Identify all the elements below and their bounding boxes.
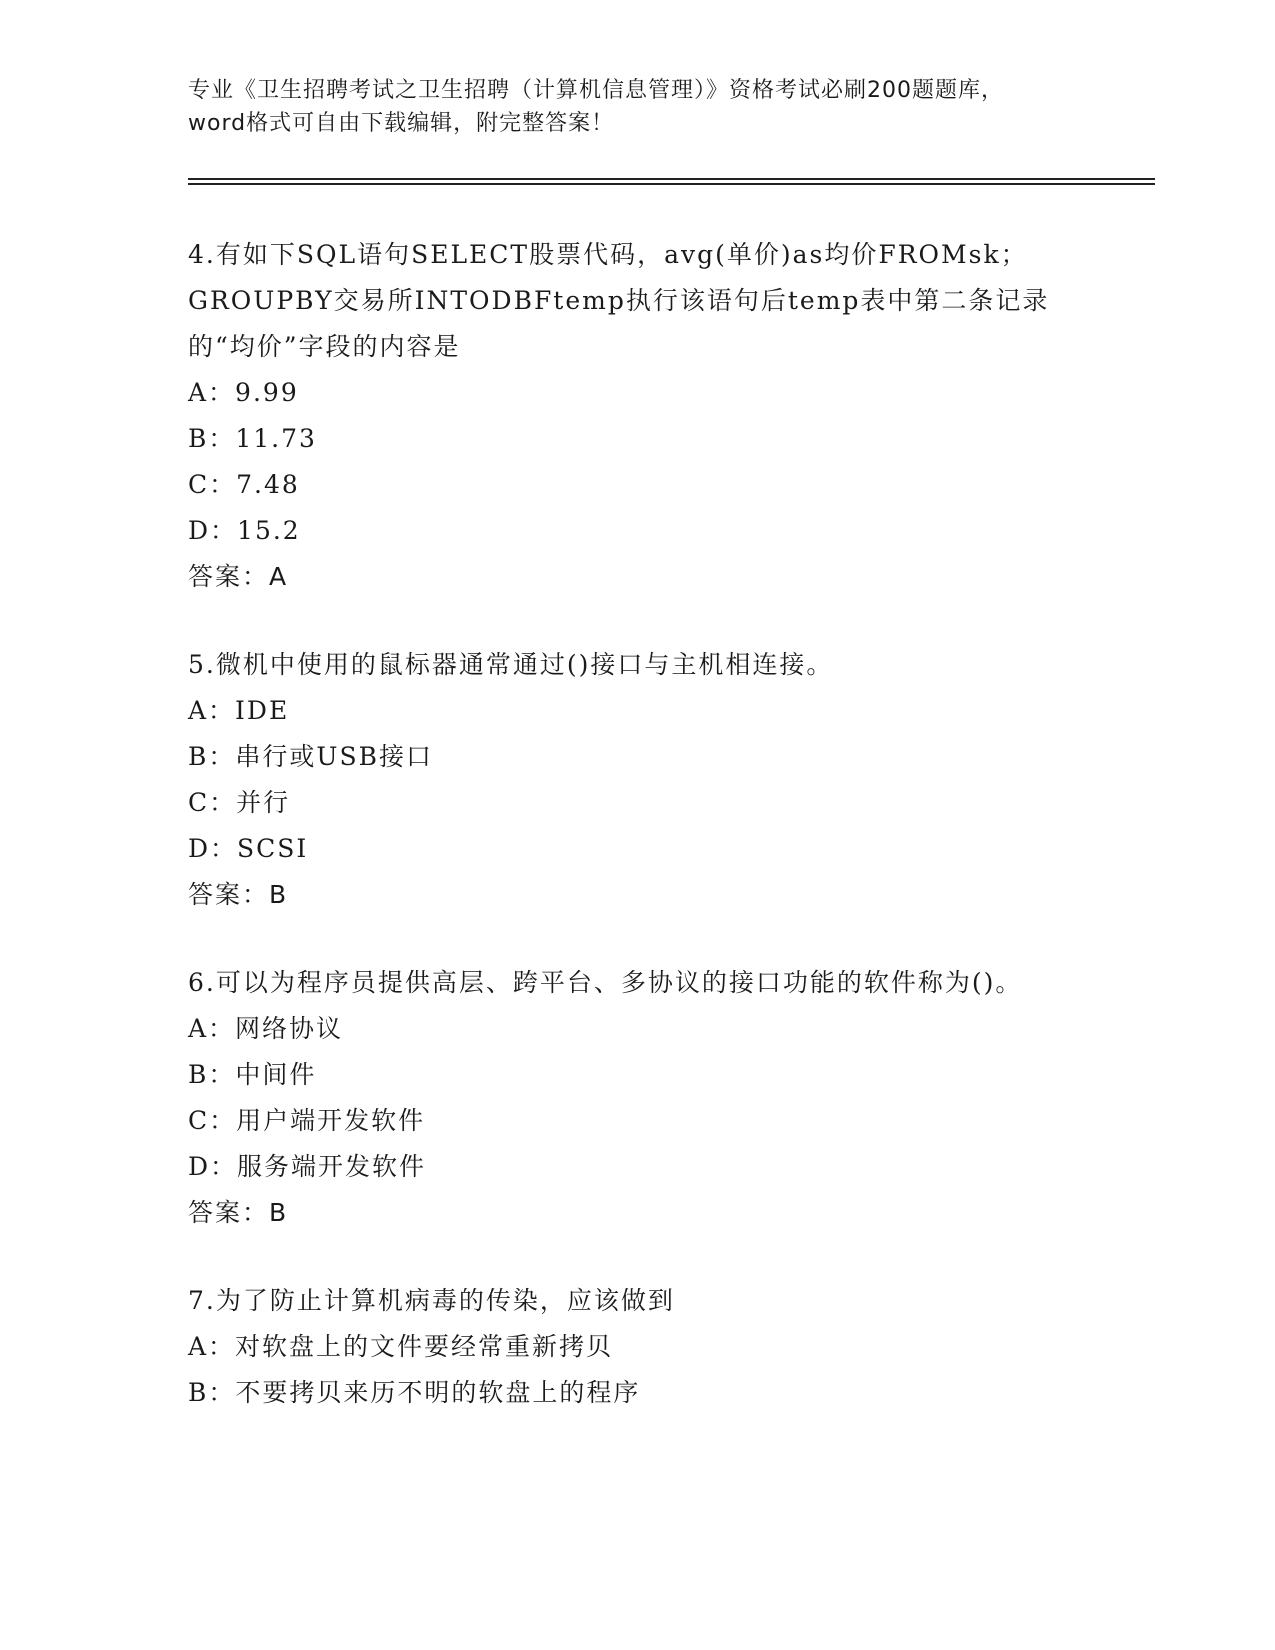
question-text: 4.有如下SQL语句SELECT股票代码，avg(单价)as均价FROMsk；GROUPBY交易所INTODBFtemp执行该语句后temp表中第二条记录的“均价”字段的内容是 xyxy=(188,240,1050,361)
option-a: A：对软盘上的文件要经常重新拷贝 xyxy=(188,1332,614,1361)
option-a: A：网络协议 xyxy=(188,1014,344,1043)
option-b: B：中间件 xyxy=(188,1060,317,1089)
option-b: B：11.73 xyxy=(188,424,317,453)
answer: 答案：B xyxy=(188,1198,289,1227)
option-c: C：7.48 xyxy=(188,470,300,499)
question-6 xyxy=(188,960,1088,1236)
header-divider-bottom xyxy=(188,183,1155,185)
option-a: A：9.99 xyxy=(188,378,299,407)
option-b: B：串行或USB接口 xyxy=(188,742,433,771)
option-a: A：IDE xyxy=(188,696,290,725)
question-list xyxy=(188,232,1088,1458)
header-line-2: word格式可自由下载编辑，附完整答案！ xyxy=(188,111,615,136)
question-4 xyxy=(188,232,1088,600)
document-header xyxy=(188,74,1088,140)
option-c: C：用户端开发软件 xyxy=(188,1106,426,1135)
option-d: D：SCSI xyxy=(188,834,309,863)
header-line-1: 专业《卫生招聘考试之卫生招聘（计算机信息管理）》资格考试必刷200题题库， xyxy=(188,78,1004,103)
question-5 xyxy=(188,642,1088,918)
option-b: B：不要拷贝来历不明的软盘上的程序 xyxy=(188,1378,641,1407)
header-divider-top xyxy=(188,178,1155,180)
option-c: C：并行 xyxy=(188,788,291,817)
question-text: 7.为了防止计算机病毒的传染，应该做到 xyxy=(188,1286,675,1315)
answer: 答案：B xyxy=(188,880,289,909)
answer: 答案：A xyxy=(188,562,289,591)
question-text: 6.可以为程序员提供高层、跨平台、多协议的接口功能的软件称为()。 xyxy=(188,968,1023,997)
question-text: 5.微机中使用的鼠标器通常通过()接口与主机相连接。 xyxy=(188,650,834,679)
option-d: D：服务端开发软件 xyxy=(188,1152,427,1181)
question-7 xyxy=(188,1278,1088,1416)
option-d: D：15.2 xyxy=(188,516,301,545)
